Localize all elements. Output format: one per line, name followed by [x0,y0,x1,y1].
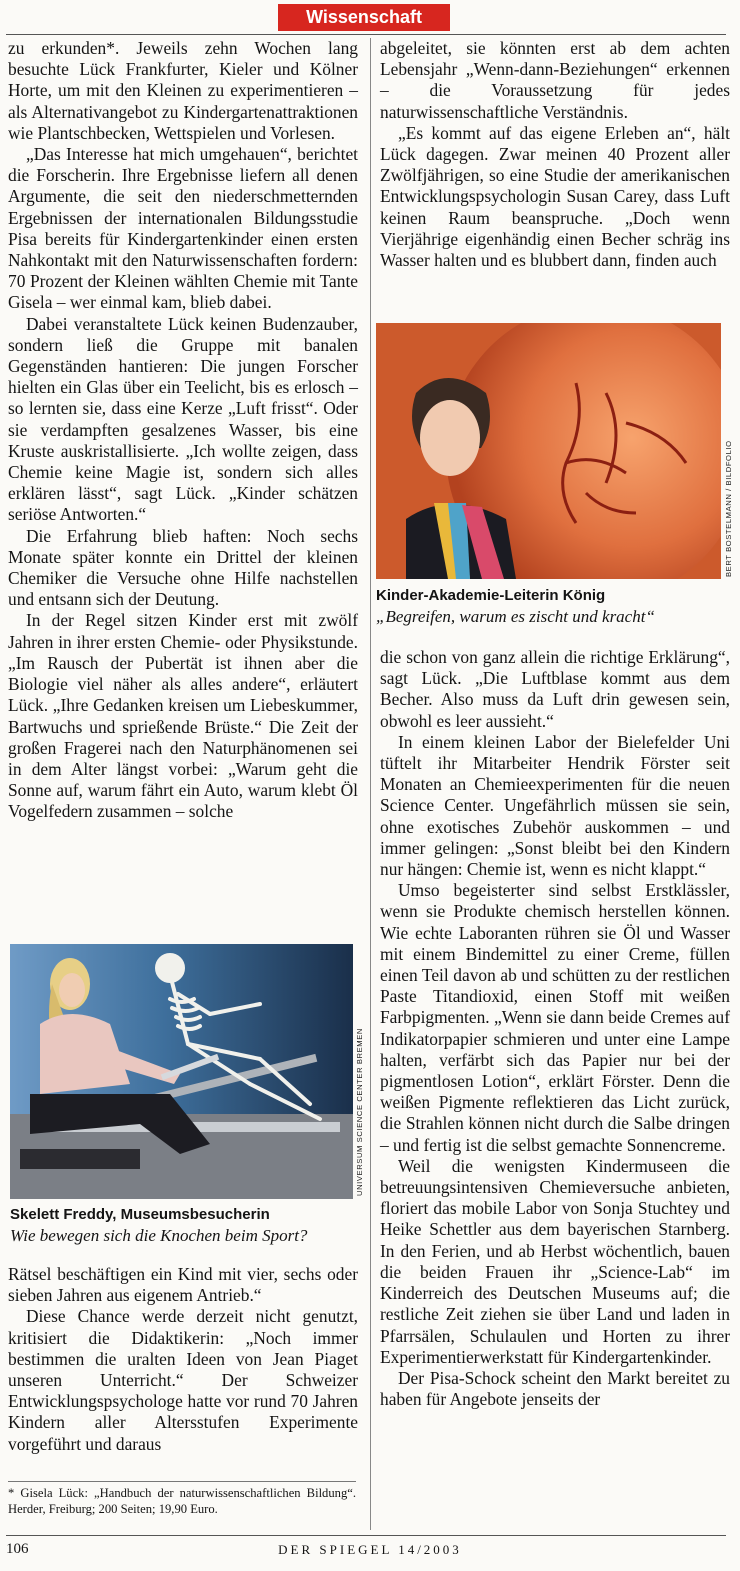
paragraph: Dabei veranstaltete Lück keinen Budenzauber, sondern ließ die Gruppe mit banalen Gegenständen hantieren: Die jungen Forscher hielten ein Glas über ein Teelicht, bis es erlosch – so lernten sie, dass eine Kerze „Luft frisst“. Oder sie verdampften gesalzenes Wasser, bis eine Kruste auskristallisierte. „Ich wollte zeigen, dass Chemie keine Magie ist, sondern sich alles erklären lässt“, sagt Lück. „Kinder schätzen seriöse Antworten.“ [8,313,358,525]
right-column-bottom-text [380,647,730,1410]
right-column-top-text [380,38,730,271]
paragraph: „Es kommt auf das eigene Erleben an“, hält Lück dagegen. Zwar meinen 40 Prozent aller Zwölfjährigen, so eine Studie der amerikanischen Entwicklungspsychologin Susan Carey, dass Luft keinen Raum beanspruche. „Doch wenn Vierjährige eigenhändig einen Becher schräg ins Wasser halten und es blubbert dann, finden auch [380,122,730,271]
photo-caption-subtitle: „Begreifen, warum es zischt und kracht“ [376,607,655,626]
column-divider [370,38,371,1530]
photo-caption-title: Skelett Freddy, Museumsbesucherin [10,1206,270,1223]
paragraph: Diese Chance werde derzeit nicht genutzt, kritisiert die Didaktikerin: „Noch immer bestimmen die uralten Ideen von Jean Piaget unseren Unterricht.“ Der Schweizer Entwicklungspsychologe hatte vor rund 70 Jahren Kindern aller Altersstufen Experimente vorgeführt und daraus [8,1306,358,1454]
paragraph: Weil die wenigsten Kindermuseen die betreuungsintensiven Chemieversuche anbieten, floriert das mobile Labor von Sonja Stuchtey und Heike Schettler aus dem bayerischen Starnberg. In den Ferien, und ab Herbst wöchentlich, bauen die beiden Frauen ihr „Science-Lab“ im Kinderreich des Deutschen Museums auf; die restliche Zeit ziehen sie über Land und laden in Pfarrsälen, Schulaulen und Horten zu ihrer Experimentierwerkstatt für Kindergartenkinder. [380,1155,730,1367]
footnote-rule [8,1481,356,1482]
section-label: Wissenschaft [278,4,450,31]
skeleton-rowing-photo-graphic [10,944,353,1199]
top-rule [6,34,726,35]
paragraph: abgeleitet, sie könnten erst ab dem achten Lebensjahr „Wenn-dann-Beziehungen“ erkennen – die Voraussetzung für jedes naturwissenschaftliche Verständnis. [380,38,730,122]
photo-credit: BERT BOSTELMANN / BILDFOLIO [724,440,733,577]
paragraph: Rätsel beschäftigen ein Kind mit vier, sechs oder sieben Jahren aus eigenem Antrieb.“ [8,1264,358,1306]
paragraph: „Das Interesse hat mich umgehauen“, berichtet die Forscherin. Ihre Ergebnisse liefern all denen Argumente, die seit den niederschmetternden Ergebnissen der internationalen Bildungsstudie Pisa bereits für Kindergartenkinder einen ersten Nahkontakt mit den Naturwissenschaften fordern: 70 Prozent der Kleinen wählten Chemie mit Tante Gisela – wer einmal kam, blieb dabei. [8,144,358,313]
left-column-top-text [8,38,358,823]
portrait-photo [376,323,721,579]
magazine-name: DER SPIEGEL 14/2003 [278,1542,462,1557]
photo-caption-subtitle: Wie bewegen sich die Knochen beim Sport? [10,1226,308,1245]
paragraph: Umso begeisterter sind selbst Erstklässler, wenn sie Produkte chemisch herstellen können. Wie echte Laboranten rühren sie Öl und Wasser mit einem Bindemittel zu einer Creme, füllen einen Teil davon ab und schütten zu der restlichen Paste Titandioxid, einen Stoff mit weißen Farbpigmenten. „Wenn sie dann beide Cremes auf Indikatorpapier schmieren und unter eine Lampe halten, verfärbt sich das Papier nur bei der pigmentlosen Lotion“, erklärt Förster. Denn die weißen Pigmente reflektieren das Licht zurück, die Strahlen können nicht durch die Salbe dringen – und fertig ist die selbst gemachte Sonnencreme. [380,880,730,1155]
skeleton-rowing-photo [10,944,353,1199]
left-column-bottom-text [8,1264,358,1455]
bottom-rule [6,1535,726,1536]
paragraph: In der Regel sitzen Kinder erst mit zwölf Jahren in ihrer ersten Chemie- oder Physikstunde. „Im Rausch der Pubertät ist ihnen aber die Biologie viel näher als alles andere“, erläutert Lück. „Ihre Gedanken kreisen um Liebeskummer, Bartwuchs und sprießende Brüste.“ Die Zeit der großen Fragerei nach den Naturphänomenen sei in dem Alter längst vorbei: „Warum geht die Sonne auf, warum fährt ein Auto, warum klebt Öl Vogelfedern zusammen – solche [8,610,358,822]
footnote: * Gisela Lück: „Handbuch der naturwissenschaftlichen Bildung“. Herder, Freiburg; 200 Seiten; 19,90 Euro. [8,1486,356,1516]
paragraph: In einem kleinen Labor der Bielefelder Uni tüftelt ihr Mitarbeiter Hendrik Förster seit Monaten an Chemieexperimenten für die neuen Science Center. Ungefährlich müssen sie sein, ohne exotisches Zubehör auskommen – und immer gelingen: „Sonst bleibt bei den Kindern nur hängen: Chemie ist, wenn es nicht klappt.“ [380,731,730,880]
paragraph: zu erkunden*. Jeweils zehn Wochen lang besuchte Lück Frankfurter, Kieler und Kölner Horte, um mit den Kleinen zu experimentieren – als Alternativangebot zu Kindergartenattraktionen wie Plantschbecken, Wettspielen und Vorlesen. [8,38,358,143]
paragraph: die schon von ganz allein die richtige Erklärung“, sagt Lück. „Die Luftblase kommt aus dem Becher. Also muss da Luft drin gewesen sein, obwohl es leer aussieht.“ [380,647,730,731]
paragraph: Die Erfahrung blieb haften: Noch sechs Monate später konnte ein Drittel der kleinen Chemiker die Versuche ohne Hilfe nachstellen und entsann sich der Deutung. [8,525,358,610]
portrait-photo-graphic [376,323,721,579]
photo-credit: UNIVERSUM SCIENCE CENTER BREMEN [355,1028,364,1196]
page-number: 106 [6,1541,29,1557]
photo-caption-title: Kinder-Akademie-Leiterin König [376,587,606,604]
paragraph: Der Pisa-Schock scheint den Markt bereitet zu haben für Angebote jenseits der [380,1367,730,1410]
